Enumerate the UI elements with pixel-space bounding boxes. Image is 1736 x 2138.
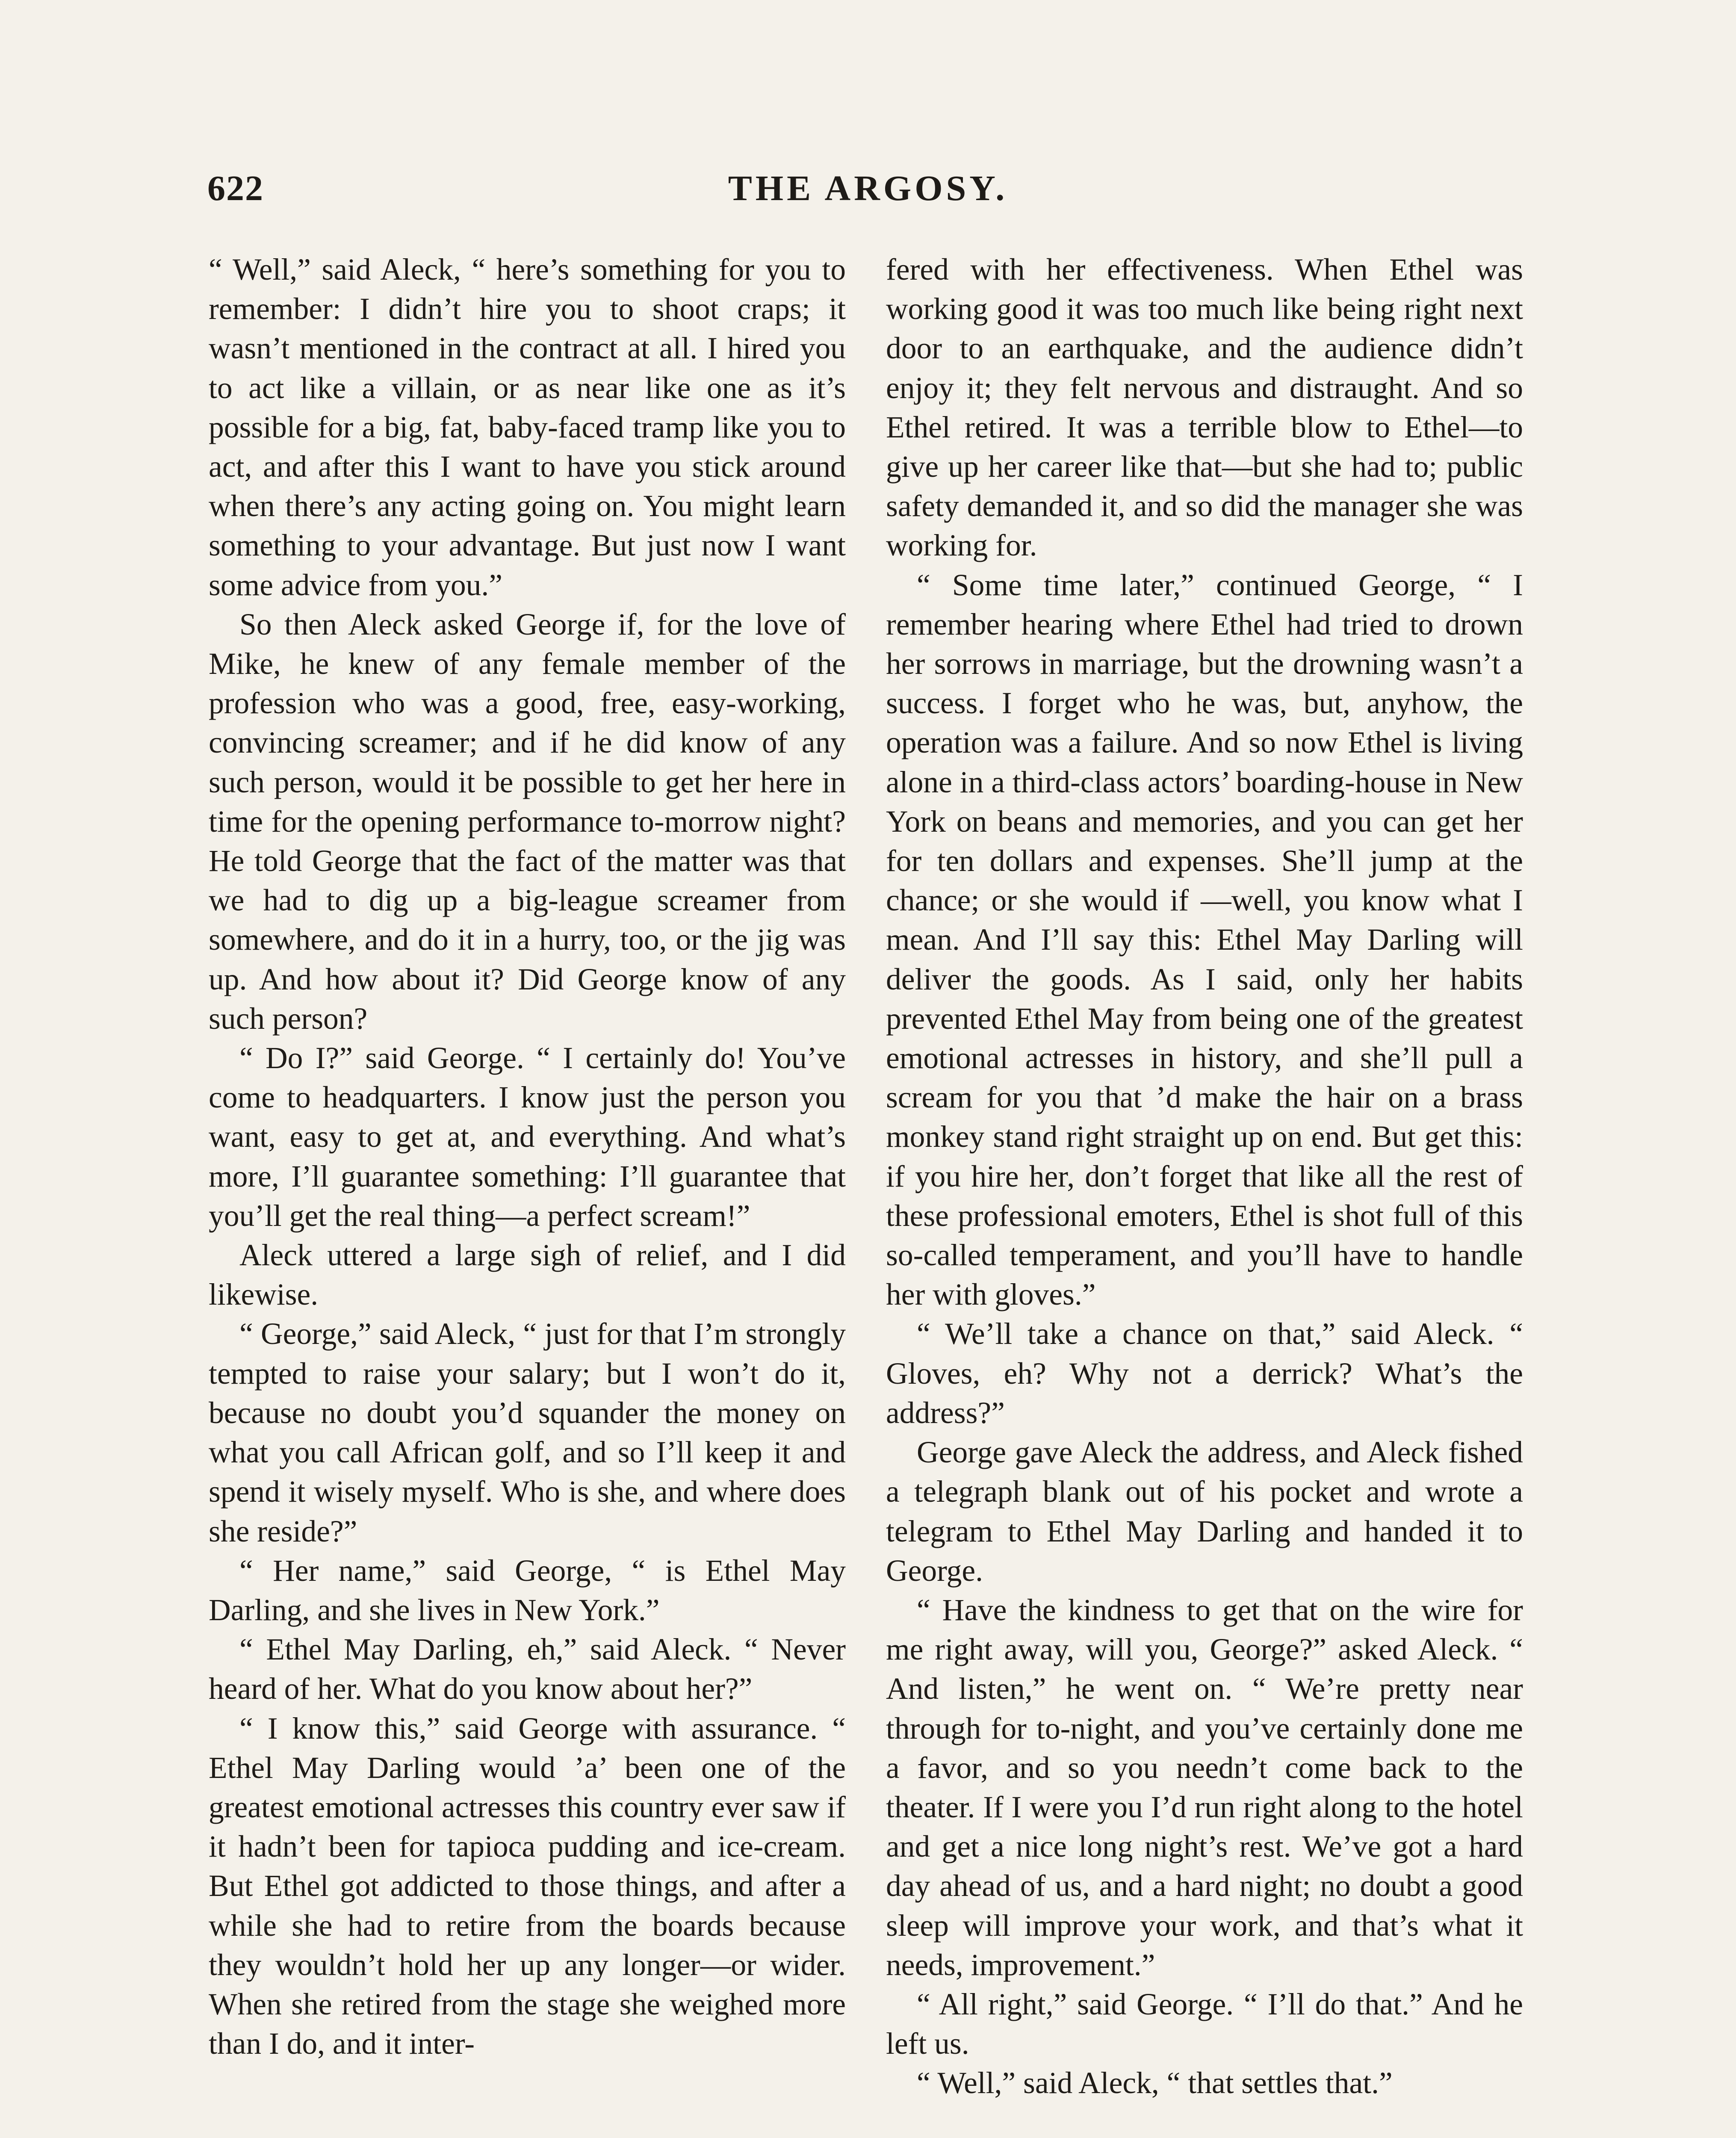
paragraph: “ Her name,” said George, “ is Ethel May Darling, and she lives in New York.” (209, 1553, 846, 1627)
paragraph: “ Have the kindness to get that on the wire for me right away, will you, George?” asked Aleck. “ And listen,” he went on. “ We’re pretty near through for to-night, and you’ve certainly done me a favor, and so you needn’t come back to the theater. If I were you I’d run right along to the hotel and get a nice long night’s rest. We’ve got a hard day ahead of us, and a hard night; no doubt a good sleep will improve your work, and that’s what it needs, improvement.” (886, 1593, 1523, 1982)
paragraph: “ Some time later,” continued George, “ I remember hearing where Ethel had tried to drown her sorrows in marriage, but the drowning wasn’t a success. I forget who he was, but, anyhow, the operation was a failure. And so now Ethel is living alone in a third-class actors’ boarding-house in New York on beans and memories, and you can get her for ten dollars and expenses. She’ll jump at the chance; or she would if —well, you know what I mean. And I’ll say this: Ethel May Darling will deliver the goods. As I said, only her habits prevented Ethel May from being one of the greatest emotional actresses in history, and she’ll pull a scream for you that ’d make the hair on a brass monkey stand right straight up on end. But get this: if you hire her, don’t forget that like all the rest of these professional emoters, Ethel is shot full of this so-called temperament, and you’ll have to handle her with gloves.” (886, 568, 1523, 1312)
paragraph: “ I know this,” said George with assurance. “ Ethel May Darling would ’a’ been one of the greatest emotional actresses this country ever saw if it hadn’t been for tapioca pudding and ice-cream. But Ethel got addicted to those things, and after a while she had to retire from the boards because they wouldn’t hold her up any longer—or wider. When she retired from the stage she weighed more than I do, and it inter- (209, 1711, 846, 2061)
right-column (886, 250, 1523, 2138)
paragraph: “ We’ll take a chance on that,” said Aleck. “ Gloves, eh? Why not a derrick? What’s the address?” (886, 1317, 1523, 1430)
page-number: 622 (207, 168, 264, 208)
page-header (207, 168, 1529, 219)
paragraph: George gave Aleck the address, and Aleck fished a telegraph blank out of his pocket and wrote a telegram to Ethel May Darling and handed it to George. (886, 1435, 1523, 1588)
paragraph: “ Do I?” said George. “ I certainly do! You’ve come to headquarters. I know just the person you want, easy to get at, and everything. And what’s more, I’ll guarantee something: I’ll guarantee that you’ll get the real thing—a perfect scream!” (209, 1041, 846, 1233)
left-column (209, 250, 846, 2138)
paragraph: “ Ethel May Darling, eh,” said Aleck. “ Never heard of her. What do you know about her?” (209, 1633, 846, 1706)
running-head: THE ARGOSY. (728, 168, 1008, 208)
paragraph: So then Aleck asked George if, for the love of Mike, he knew of any female member of the profession who was a good, free, easy-working, convincing screamer; and if he did know of any such person, would it be possible to get her here in time for the opening performance to-morrow night? He told George that the fact of the matter was that we had to dig up a big-league screamer from somewhere, and do it in a hurry, too, or the jig was up. And how about it? Did George know of any such person? (209, 607, 846, 1036)
paragraph: Aleck uttered a large sigh of relief, and I did likewise. (209, 1238, 846, 1312)
paragraph: “ Well,” said Aleck, “ that settles that.” (917, 2066, 1393, 2100)
paragraph: “ Well,” said Aleck, “ here’s something for you to remember: I didn’t hire you to shoot craps; it wasn’t mentioned in the contract at all. I hired you to act like a villain, or as near like one as it’s possible for a big, fat, baby-faced tramp like you to act, and after this I want to have you stick around when there’s any acting going on. You might learn something to your advantage. But just now I want some advice from you.” (209, 253, 846, 602)
paragraph: “ All right,” said George. “ I’ll do that.” And he left us. (886, 1987, 1523, 2061)
paragraph: “ George,” said Aleck, “ just for that I’m strongly tempted to raise your salary; but I won’t do it, because no doubt you’d squander the money on what you call African golf, and so I’ll keep it and spend it wisely myself. Who is she, and where does she reside?” (209, 1317, 846, 1548)
paragraph-continuation: fered with her effectiveness. When Ethel was working good it was too much like being right next door to an earthquake, and the audience didn’t enjoy it; they felt nervous and distraught. And so Ethel retired. It was a terrible blow to Ethel—to give up her career like that—but she had to; public safety demanded it, and so did the manager she was working for. (886, 253, 1523, 563)
